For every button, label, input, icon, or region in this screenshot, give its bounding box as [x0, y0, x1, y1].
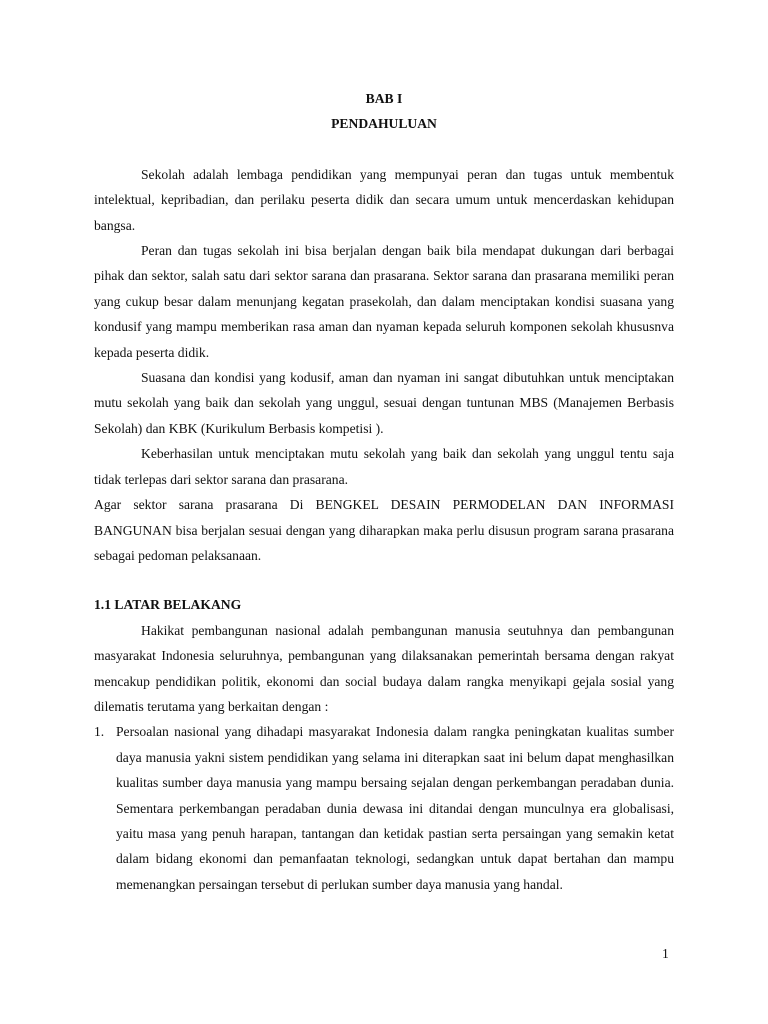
- intro-paragraph-1: Sekolah adalah lembaga pendidikan yang mempunyai peran dan tugas untuk membentuk intelektual, kepribadian, dan perilaku peserta didik dan secara umum untuk mencerdaskan kehidupan bangsa.: [94, 166, 674, 233]
- chapter-label: BAB I: [365, 91, 403, 106]
- section-paragraph: Hakikat pembangunan nasional adalah pembangunan manusia seutuhnya dan pembangunan masyarakat Indonesia seluruhnya, pembangunan yang dilaksanakan pemerintah bersama dengan rakyat mencakup pendidikan politik, ekonomi dan social budaya dalam rangka menyikapi gejala sosial yang dilematis terutama yang berkaitan dengan :: [94, 622, 674, 714]
- page-number: 1: [662, 946, 669, 961]
- numbered-list: [94, 719, 674, 897]
- closing-paragraph: Agar sektor sarana prasarana Di BENGKEL DESAIN PERMODELAN DAN INFORMASI BANGUNAN bisa berjalan sesuai dengan yang diharapkan maka perlu disusun program sarana prasarana sebagai pedoman pelaksanaan.: [94, 497, 674, 563]
- chapter-title: PENDAHULUAN: [331, 116, 437, 132]
- intro-paragraph-4: Keberhasilan untuk menciptakan mutu sekolah yang baik dan sekolah yang unggul tentu saja tidak terlepas dari sektor sarana dan prasarana.: [94, 446, 674, 487]
- list-item: [94, 719, 674, 897]
- list-item-number: 1.: [94, 724, 105, 740]
- section-heading: 1.1 LATAR BELAKANG: [94, 597, 242, 613]
- intro-paragraph-3: Suasana dan kondisi yang kodusif, aman dan nyaman ini sangat dibutuhkan untuk menciptakan mutu sekolah yang baik dan sekolah yang unggul, sesuai dengan tuntunan MBS (Manajemen Berbasis Sekolah) dan KBK (Kurikulum Berbasis kompetisi ).: [94, 370, 674, 436]
- list-item-text: Persoalan nasional yang dihadapi masyarakat Indonesia dalam rangka peningkatan kualitas sumber daya manusia yakni sistem pendidikan yang selama ini diterapkan saat ini belum dapat menghasilkan kualitas sumber daya manusia yang mampu bersaing sejalan dengan perkembangan peradaban dunia. Sementara perkembangan peradaban dunia dewasa ini ditandai dengan munculnya era globalisasi, yaitu masa yang penuh harapan, tantangan dan ketidak pastian serta persaingan yang semakin ketat dalam bidang ekonomi dan pemanfaatan teknologi, sedangkan untuk dapat bertahan dan mampu memenangkan persaingan tersebut di perlukan sumber daya manusia yang handal.: [116, 724, 674, 892]
- intro-paragraph-2: Peran dan tugas sekolah ini bisa berjalan dengan baik bila mendapat dukungan dari berbagai pihak dan sektor, salah satu dari sektor sarana dan prasarana. Sektor sarana dan prasarana memiliki peran yang cukup besar dalam menunjang kegatan prasekolah, dan dalam menciptakan kondisi suasana yang kondusif yang mampu memberikan rasa aman dan nyaman kepada seluruh komponen sekolah khususnva kepada peserta didik.: [94, 243, 674, 360]
- page-content: [94, 86, 674, 897]
